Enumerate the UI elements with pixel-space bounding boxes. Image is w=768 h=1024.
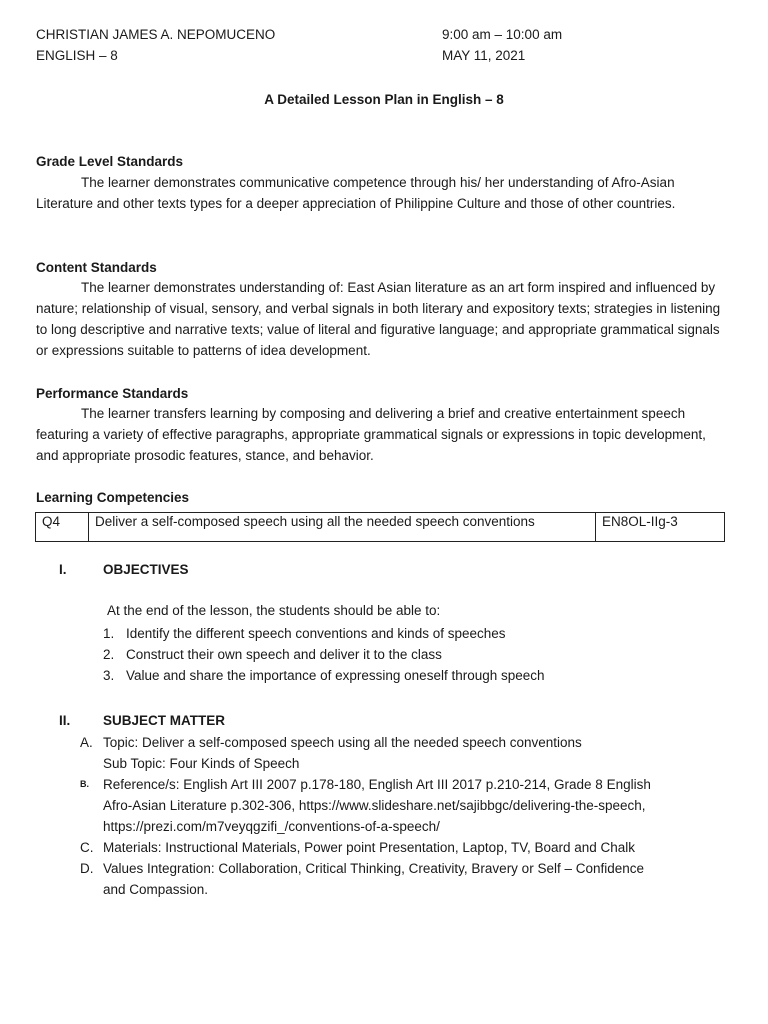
subject-item-references	[80, 774, 730, 837]
teacher-name: CHRISTIAN JAMES A. NEPOMUCENO	[36, 27, 276, 42]
item-line: Materials: Instructional Materials, Power point Presentation, Laptop, TV, Board and Chalk	[103, 840, 636, 855]
objectives-numeral: I.	[59, 562, 67, 577]
code-cell: EN8OL-IIg-3	[596, 513, 725, 542]
list-number: 1.	[103, 626, 115, 641]
lesson-date: MAY 11, 2021	[442, 48, 526, 63]
list-item	[103, 623, 545, 644]
item-line: Topic: Deliver a self-composed speech using all the needed speech conventions	[103, 735, 582, 750]
list-number: 2.	[103, 647, 115, 662]
content-standards-heading: Content Standards	[36, 260, 157, 275]
item-marker: A.	[80, 735, 93, 750]
subject-matter-heading: SUBJECT MATTER	[103, 713, 226, 728]
item-line: Afro-Asian Literature p.302-306, https://www.slideshare.net/sajibbgc/delivering-the-speech,	[103, 798, 646, 813]
quarter-cell: Q4	[36, 513, 89, 542]
grade-level-heading: Grade Level Standards	[36, 154, 184, 169]
performance-standards-text: The learner transfers learning by composing and delivering a brief and creative entertainment speech featuring a variety of effective paragraphs, appropriate grammatical signals or expressions in topic development, and appropriate prosodic features, stance, and behavior.	[36, 406, 706, 463]
list-text: Value and share the importance of expressing oneself through speech	[126, 668, 545, 683]
document-title: A Detailed Lesson Plan in English – 8	[264, 92, 504, 107]
performance-standards-heading: Performance Standards	[36, 386, 189, 401]
item-line: Reference/s: English Art III 2007 p.178-180, English Art III 2017 p.210-214, Grade 8 English	[103, 777, 651, 792]
list-number: 3.	[103, 668, 115, 683]
content-standards-text: The learner demonstrates understanding of: East Asian literature as an art form inspired and influenced by nature; relationship of visual, sensory, and verbal signals in both literary and expository texts; strategies in listening to long descriptive and narrative texts; value of literal and figurative language; and appropriate grammatical signals or expressions suitable to patterns of idea development.	[36, 280, 721, 358]
item-marker: B.	[80, 779, 89, 789]
list-text: Construct their own speech and deliver it to the class	[126, 647, 442, 662]
subject-label: ENGLISH – 8	[36, 48, 118, 63]
learning-competencies-heading: Learning Competencies	[36, 490, 190, 505]
objectives-list	[103, 623, 545, 686]
list-item	[103, 665, 545, 686]
item-line: Sub Topic: Four Kinds of Speech	[103, 756, 300, 771]
subject-item-materials	[80, 837, 730, 858]
item-marker: C.	[80, 840, 94, 855]
competency-cell: Deliver a self-composed speech using all the needed speech conventions	[89, 513, 596, 542]
reference-link: https://prezi.com/m7veyqgzifi_/conventions-of-a-speech/	[103, 819, 440, 834]
objectives-heading: OBJECTIVES	[103, 562, 189, 577]
item-line: Values Integration: Collaboration, Critical Thinking, Creativity, Bravery or Self – Confidence	[103, 861, 645, 876]
class-time: 9:00 am – 10:00 am	[442, 27, 563, 42]
subject-item-values	[80, 858, 730, 900]
table-row	[36, 513, 725, 542]
objectives-intro: At the end of the lesson, the students should be able to:	[107, 603, 441, 618]
list-text: Identify the different speech conventions and kinds of speeches	[126, 626, 506, 641]
subject-matter-numeral: II.	[59, 713, 71, 728]
grade-level-text: The learner demonstrates communicative competence through his/ her understanding of Afro-Asian Literature and other texts types for a deeper appreciation of Philippine Culture and those of other countries.	[36, 175, 676, 211]
item-marker: D.	[80, 861, 94, 876]
competency-table	[35, 512, 725, 542]
item-line: and Compassion.	[103, 882, 209, 897]
list-item	[103, 644, 545, 665]
subject-item-topic	[80, 732, 730, 774]
